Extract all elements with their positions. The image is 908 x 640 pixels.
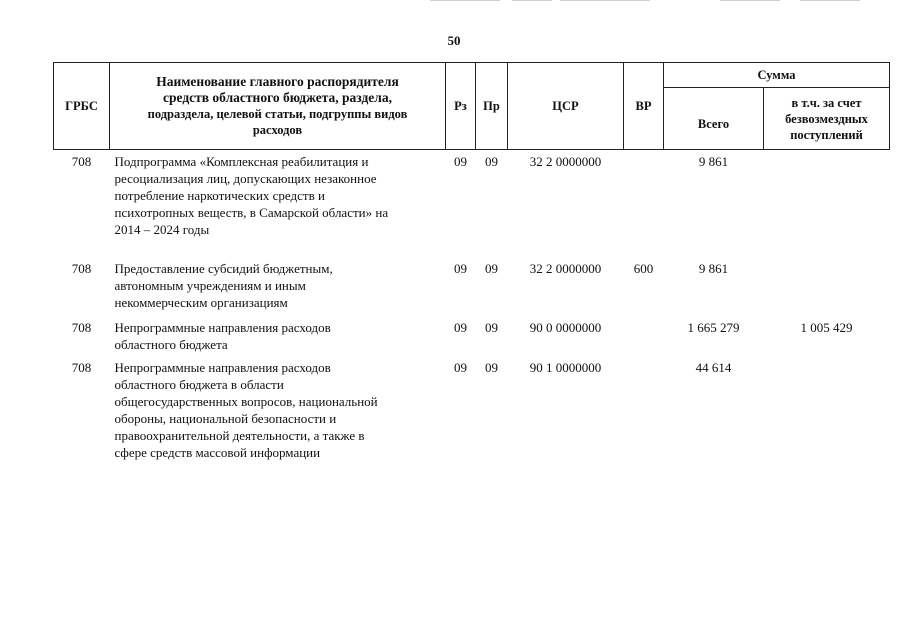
table-row <box>54 319 890 359</box>
cell-vr <box>624 359 664 461</box>
scan-rule <box>430 0 500 1</box>
cell-csr: 32 2 0000000 <box>529 261 602 276</box>
header-vsego: Всего <box>664 88 764 150</box>
cell-vsego: 44 614 <box>695 360 732 375</box>
name-line: правоохранительной деятельности, а также в <box>114 428 365 443</box>
cell-pr: 09 <box>485 360 498 375</box>
cell-bezvozm: 1 005 429 <box>800 320 853 335</box>
name-line: психотропных веществ, в Самарской области» на <box>114 205 389 220</box>
table-row <box>54 260 890 319</box>
scan-rule <box>720 0 780 1</box>
name-line: некоммерческим организациям <box>114 295 288 310</box>
name-line: Непрограммные направления расходов <box>114 360 331 375</box>
cell-csr: 90 1 0000000 <box>529 360 602 375</box>
cell-name <box>110 319 446 359</box>
header-name-line: подраздела, целевой статьи, подгруппы видов <box>147 107 408 121</box>
cell-vsego: 9 861 <box>698 261 729 276</box>
name-line: Предоставление субсидий бюджетным, <box>114 261 333 276</box>
name-line: сфере средств массовой информации <box>114 445 321 460</box>
name-line: Подпрограмма «Комплексная реабилитация и <box>114 154 369 169</box>
cell-rz: 09 <box>454 261 467 276</box>
name-line: 2014 – 2024 годы <box>114 222 210 237</box>
table-header <box>54 63 890 150</box>
header-bezvozm-line: в т.ч. за счет <box>791 95 862 110</box>
cell-grbs: 708 <box>71 360 92 375</box>
budget-table <box>53 62 890 461</box>
name-line: областного бюджета в области <box>114 377 284 392</box>
cell-vsego: 1 665 279 <box>687 320 740 335</box>
header-name-line: Наименование главного распорядителя <box>156 74 399 89</box>
cell-pr: 09 <box>485 261 498 276</box>
name-line: потребление наркотических средств и <box>114 188 325 203</box>
header-bezvozm-line: безвозмездных <box>785 111 868 126</box>
name-line: обороны, национальной безопасности и <box>114 411 337 426</box>
cell-vr <box>624 150 664 261</box>
header-pr: Пр <box>476 63 508 150</box>
cell-grbs: 708 <box>71 154 92 169</box>
cell-vr <box>624 319 664 359</box>
scan-rule <box>800 0 860 1</box>
table-row <box>54 359 890 461</box>
cell-pr: 09 <box>485 154 498 169</box>
name-line: общегосударственных вопросов, национальной <box>114 394 378 409</box>
name-line: ресоциализация лиц, допускающих незаконное <box>114 171 377 186</box>
cell-bezvozm <box>764 260 890 319</box>
header-rz: Рз <box>446 63 476 150</box>
cell-bezvozm <box>764 150 890 261</box>
cell-rz: 09 <box>454 154 467 169</box>
cell-vsego: 9 861 <box>698 154 729 169</box>
cell-rz: 09 <box>454 360 467 375</box>
table-row <box>54 150 890 261</box>
name-line: Непрограммные направления расходов <box>114 320 331 335</box>
cell-grbs: 708 <box>71 320 92 335</box>
header-bezvozm-line: поступлений <box>790 127 863 142</box>
header-csr: ЦСР <box>508 63 624 150</box>
cell-pr: 09 <box>485 320 498 335</box>
page-number: 50 <box>447 33 461 48</box>
cell-name <box>110 359 446 461</box>
cell-rz: 09 <box>454 320 467 335</box>
scan-rule <box>560 0 650 1</box>
cell-bezvozm <box>764 359 890 461</box>
header-name-line: расходов <box>252 123 303 137</box>
header-bezvozm <box>764 88 890 150</box>
cell-name <box>110 260 446 319</box>
scan-rule <box>512 0 552 1</box>
header-vr: ВР <box>624 63 664 150</box>
header-name-line: средств областного бюджета, раздела, <box>163 90 392 105</box>
cell-grbs: 708 <box>71 261 92 276</box>
header-summa: Сумма <box>664 63 890 88</box>
cell-name <box>110 150 446 261</box>
table-body <box>54 150 890 462</box>
cell-csr: 32 2 0000000 <box>529 154 602 169</box>
cell-vr: 600 <box>633 261 654 276</box>
name-line: автономным учреждениям и иным <box>114 278 306 293</box>
header-grbs: ГРБС <box>54 63 110 150</box>
header-name <box>110 63 446 150</box>
cell-csr: 90 0 0000000 <box>529 320 602 335</box>
name-line: областного бюджета <box>114 337 228 352</box>
